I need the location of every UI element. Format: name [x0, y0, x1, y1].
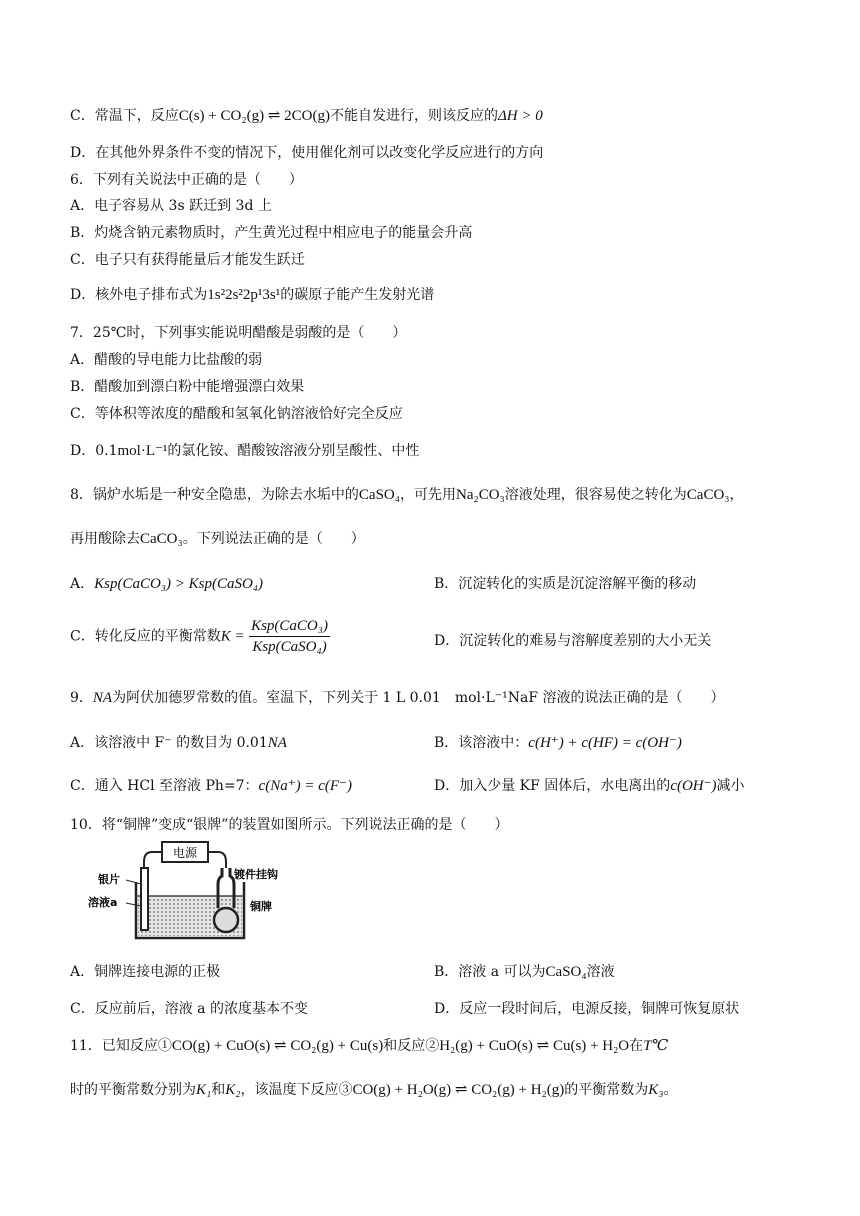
condition: ΔH > 0 [497, 108, 543, 124]
wire-left [144, 852, 162, 868]
q5-option-d: D．在其他外界条件不变的情况下，使用催化剂可以改变化学反应进行的方向 [70, 145, 544, 161]
q9-option-a: A．该溶液中 F⁻ 的数目为 0.01NA [70, 735, 287, 751]
hook-label: 镀件挂钩 [234, 868, 278, 881]
q10-option-b: B．溶液 a 可以为CaSO₄溶液 [434, 964, 615, 980]
power-label: 电源 [172, 846, 198, 860]
q7-option-d: D．0.1mol·L⁻¹的氯化铵、醋酸铵溶液分别呈酸性、中性 [70, 443, 420, 459]
q6-option-d: D．核外电子排布式为1s²2s²2p¹3s¹的碳原子能产生发射光谱 [70, 287, 435, 303]
equation: C(s) + CO₂(g) ⇌ 2CO(g) [178, 108, 330, 124]
q10-stem: 10．将“铜牌”变成“银牌”的装置如图所示。下列说法正确的是（ ） [70, 817, 509, 833]
q8-stem-line1: 8．锅炉水垢是一种安全隐患，为除去水垢中的CaSO₄，可先用Na₂CO₃溶液处理，很容易使之转化为CaCO₃， [70, 487, 744, 503]
copper-label: 铜牌 [250, 900, 272, 913]
silver-label: 银片 [98, 873, 120, 886]
q8-option-c: C．转化反应的平衡常数K = $\frac{\text{Ksp(CaCO₃)}}{\text{Ksp(CaSO₄)}}$ [70, 618, 328, 655]
q10-option-a: A．铜牌连接电源的正极 [70, 964, 221, 980]
q8-stem-line2: 再用酸除去CaCO₃。下列说法正确的是（ ） [70, 531, 365, 547]
q9-option-d: D．加入少量 KF 固体后，水电离出的c(OH⁻)减小 [434, 778, 745, 794]
q10-option-c: C．反应前后，溶液 a 的浓度基本不变 [70, 1001, 308, 1017]
q8-option-a: A．Ksp(CaCO₃) > Ksp(CaSO₄) [70, 576, 264, 592]
q9-stem: 9．NA为阿伏加德罗常数的值。室温下，下列关于 1 L 0.01 mol·L⁻¹NaF 溶液的说法正确的是（ ） [70, 690, 725, 706]
q9-option-b: B．该溶液中：c(H⁺) + c(HF) = c(OH⁻) [434, 735, 682, 751]
q7-option-a: A．醋酸的导电能力比盐酸的弱 [70, 352, 263, 368]
electron-config: 1s²2s²2p¹3s¹ [207, 287, 281, 303]
q6-option-c: C．电子只有获得能量后才能发生跃迁 [70, 252, 305, 268]
apparatus-diagram [88, 838, 280, 950]
q7-option-c: C．等体积等浓度的醋酸和氢氧化钠溶液恰好完全反应 [70, 406, 403, 422]
q6-option-b: B．灼烧含钠元素物质时，产生黄光过程中相应电子的能量会升高 [70, 225, 473, 241]
copper-medal [214, 908, 238, 932]
q7-option-b: B．醋酸加到漂白粉中能增强漂白效果 [70, 379, 305, 395]
q10-option-d: D．反应一段时间后，电源反接，铜牌可恢复原状 [434, 1001, 740, 1017]
electroplating-apparatus-figure [88, 838, 280, 950]
solution-label: 溶液a [88, 896, 118, 909]
q11-line1: 11．已知反应①CO(g) + CuO(s) ⇌ CO₂(g) + Cu(s)和反应②H₂(g) + CuO(s) ⇌ Cu(s) + H₂O在T℃ [70, 1038, 669, 1054]
q9-option-c: C．通入 HCl 至溶液 Ph=7：c(Na⁺) = c(F⁻) [70, 778, 352, 794]
q6-option-a: A．电子容易从 3s 跃迁到 3d 上 [70, 198, 272, 214]
q6-stem: 6．下列有关说法中正确的是（ ） [70, 172, 303, 188]
q7-stem: 7．25℃时，下列事实能说明醋酸是弱酸的是（ ） [70, 325, 407, 341]
q11-line2: 时的平衡常数分别为K₁和K₂，该温度下反应③CO(g) + H₂O(g) ⇌ CO₂(g) + H₂(g)的平衡常数为K₃。 [70, 1082, 678, 1098]
q8-option-b: B．沉淀转化的实质是沉淀溶解平衡的移动 [434, 576, 697, 592]
wire-right [208, 852, 226, 868]
equilibrium-fraction: $\frac{\text{Ksp(CaCO₃)}}{\text{Ksp(CaSO₄)}}$ [251, 618, 328, 655]
q5-option-c: C．常温下，反应C(s) + CO₂(g) ⇌ 2CO(g)不能自发进行，则该反应的ΔH > 0 [70, 108, 543, 124]
q8-option-d: D．沉淀转化的难易与溶解度差别的大小无关 [434, 633, 712, 649]
silver-plate [141, 868, 148, 930]
